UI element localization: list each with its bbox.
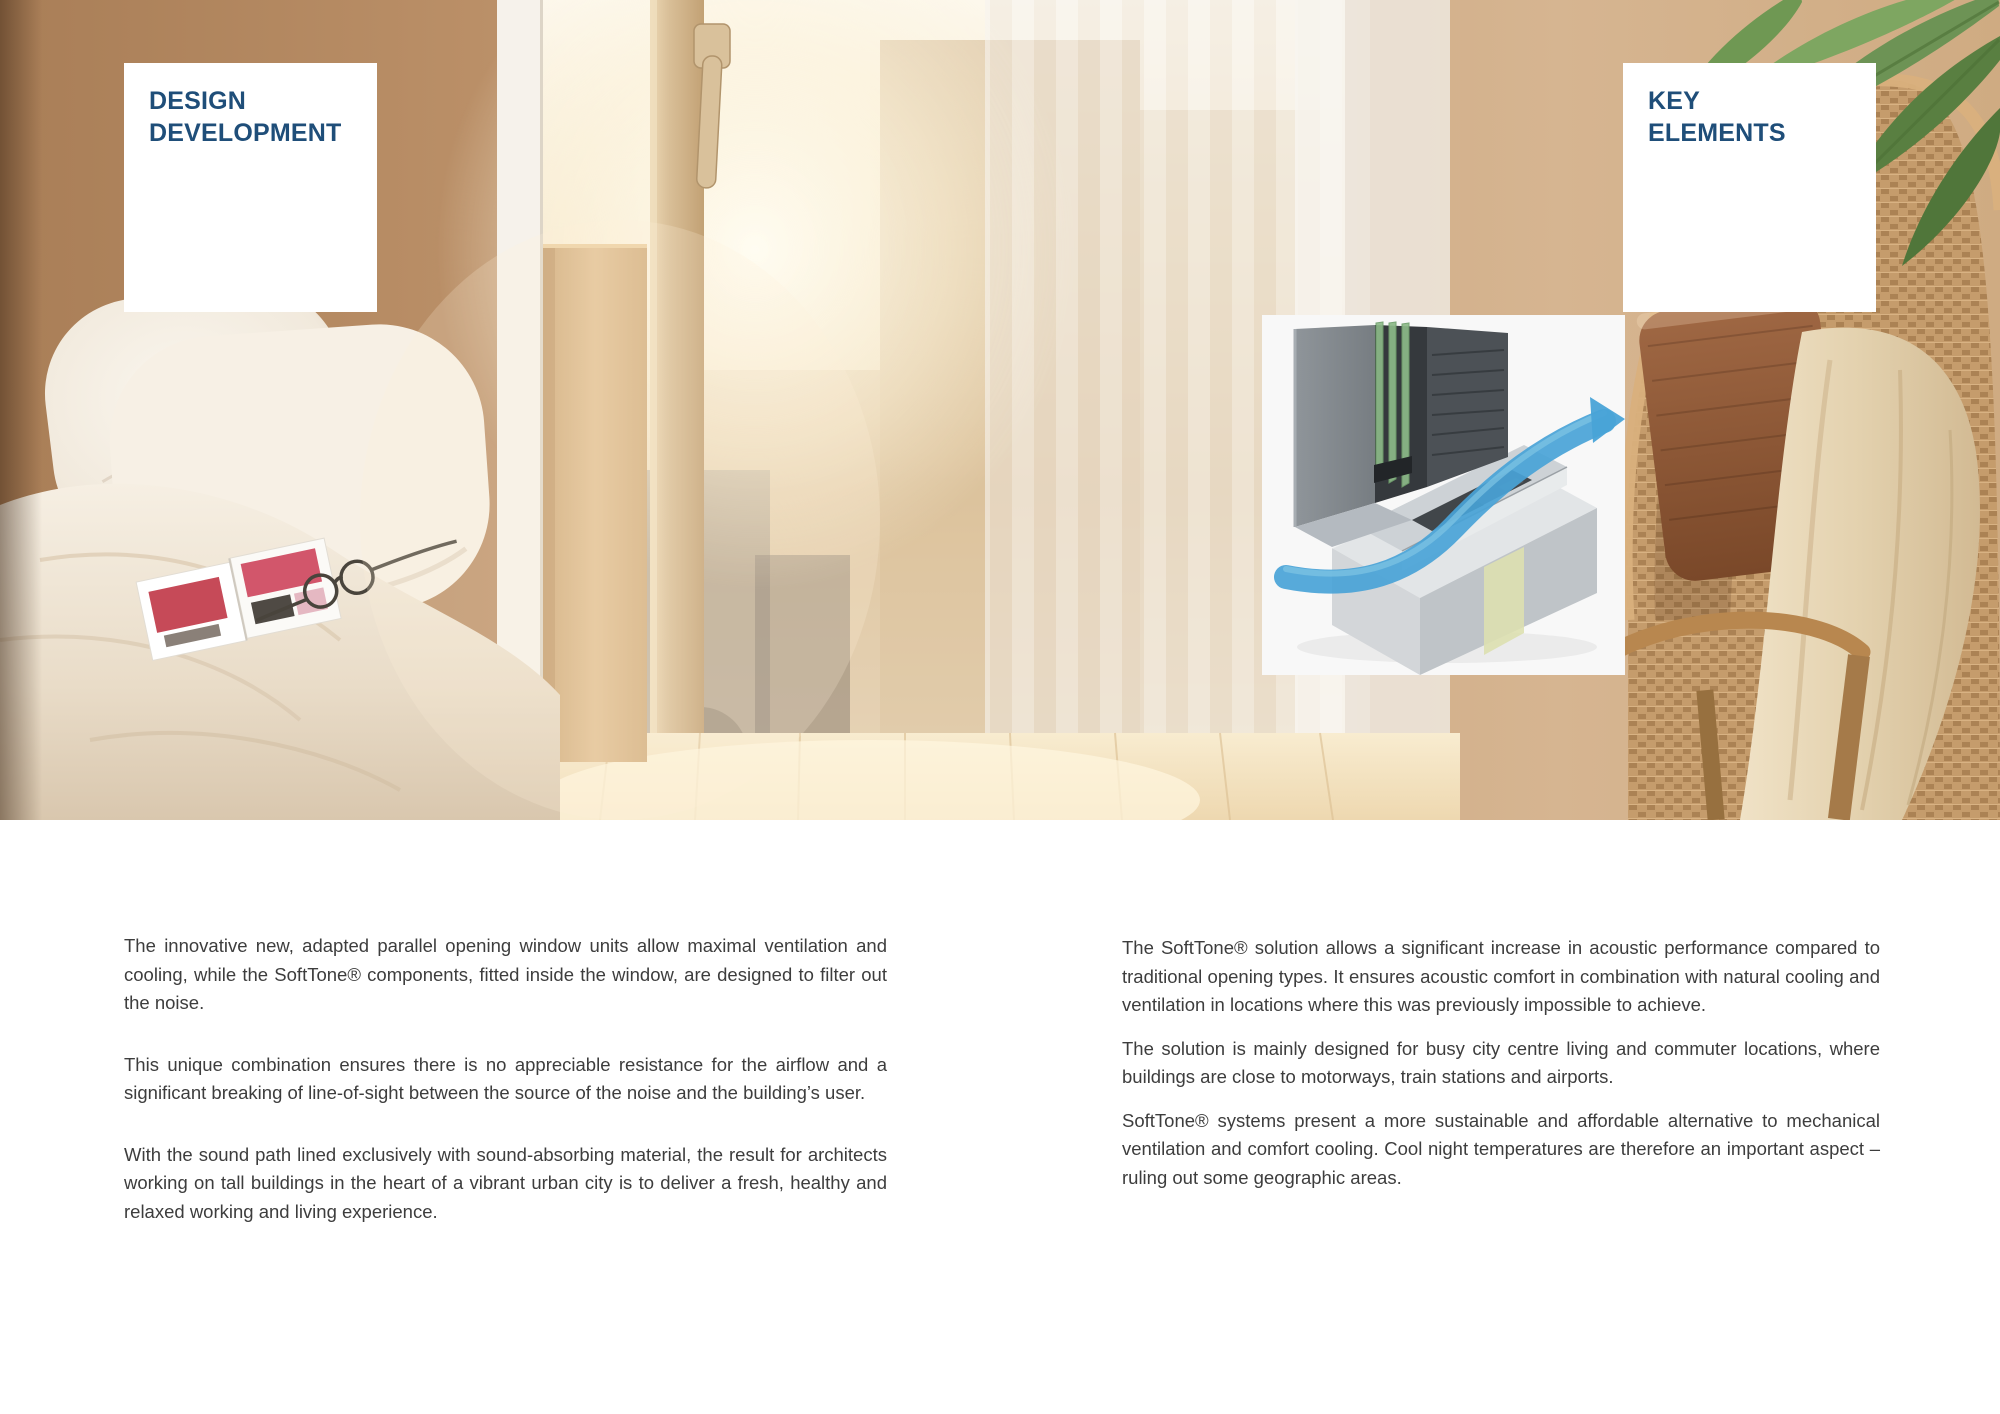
title-line: DEVELOPMENT	[149, 119, 342, 147]
title-line: ELEMENTS	[1648, 119, 1786, 147]
body-text-section	[0, 820, 2000, 1414]
edge-shadow	[0, 0, 42, 820]
key-elements-title	[1648, 85, 1851, 149]
paragraph: The innovative new, adapted parallel opening window units allow maximal ventilation and cooling, while the SoftTone® components, fitted inside the window, are designed to filter out the noise.	[124, 935, 887, 1013]
title-line: KEY	[1648, 87, 1701, 115]
key-elements-card	[1623, 63, 1876, 312]
design-development-title	[149, 85, 352, 149]
paragraph: The SoftTone® solution allows a significant increase in acoustic performance compared to traditional opening types. It ensures acoustic comfort in combination with natural cooling and ventilation in locations where this was previously impossible to achieve.	[1122, 937, 1880, 1015]
paragraph: With the sound path lined exclusively with sound-absorbing material, the result for architects working on tall buildings in the heart of a vibrant urban city is to deliver a fresh, healthy and relaxed working and living experience.	[124, 1143, 887, 1222]
window-light	[360, 220, 880, 820]
paragraph: This unique combination ensures there is no appreciable resistance for the airflow and a significant breaking of line-of-sight between the source of the noise and the building’s user.	[124, 1053, 887, 1103]
paragraph: The solution is mainly designed for busy city centre living and commuter locations, where buildings are close to motorways, train stations and airports.	[1122, 1037, 1880, 1087]
design-development-card	[124, 63, 377, 312]
window-profile-cutaway-illustration	[1262, 315, 1625, 675]
title-line: DESIGN	[149, 87, 247, 115]
window-cross-section-figure	[1262, 315, 1625, 675]
paragraph: SoftTone® systems present a more sustainable and affordable alternative to mechanical ventilation and comfort cooling. Cool night temperatures are therefore an important aspect – ruling out some geographic areas.	[1122, 1109, 1880, 1188]
right-text-column	[1122, 934, 1880, 1207]
left-text-column	[124, 932, 887, 1259]
